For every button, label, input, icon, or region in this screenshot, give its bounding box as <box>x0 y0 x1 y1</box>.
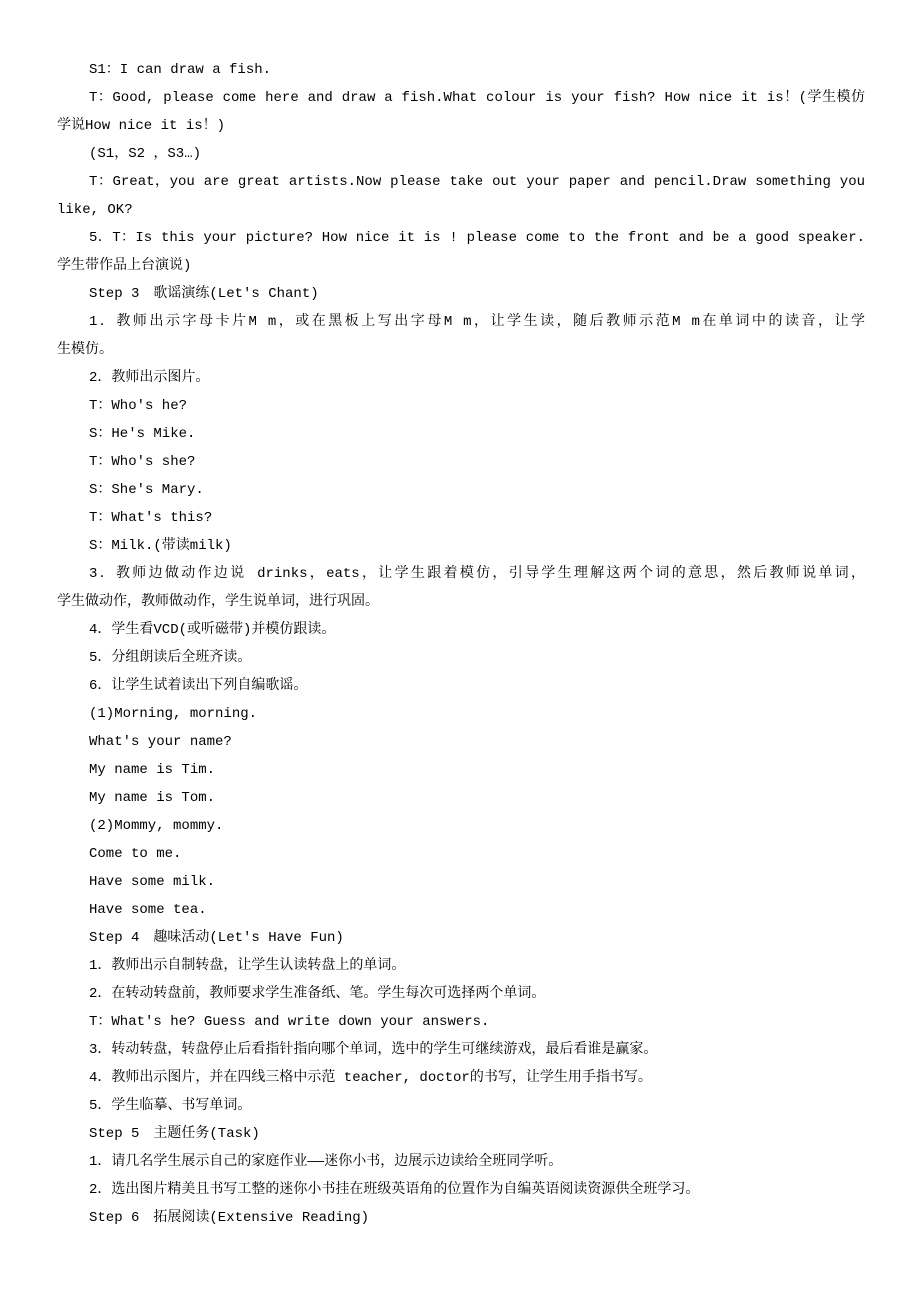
chant-line: (2)Mommy, mommy. <box>89 818 224 834</box>
numbered-item: 6．让学生试着读出下列自编歌谣。 <box>89 678 308 694</box>
numbered-item-continued: 学生做动作，教师做动作，学生说单词，进行巩固。 <box>57 594 379 610</box>
numbered-item: 1．请几名学生展示自己的家庭作业——迷你小书，边展示边读给全班同学听。 <box>89 1154 563 1170</box>
chant-line: My name is Tim. <box>89 762 216 778</box>
chant-line: Have some tea. <box>89 902 207 918</box>
numbered-item-continued: 生模仿。 <box>57 342 113 358</box>
document-page <box>57 56 865 1232</box>
dialogue-line: T：Good, please come here and draw a fish.What colour is your fish? How nice it is！(学生模仿 <box>89 90 865 106</box>
numbered-item: 1．教师出示自制转盘，让学生认读转盘上的单词。 <box>89 958 406 974</box>
numbered-item: 4．教师出示图片，并在四线三格中示范 teacher, doctor的书写，让学生用手指书写。 <box>89 1070 652 1086</box>
numbered-item: 5．T：Is this your picture? How nice it is ! please come to the front and be a good speaker. <box>89 230 865 246</box>
numbered-item: 1．教师出示字母卡片M m，或在黑板上写出字母M m，让学生读，随后教师示范M m在单词中的读音，让学 <box>89 314 865 330</box>
numbered-item: 3．转动转盘，转盘停止后看指针指向哪个单词，选中的学生可继续游戏，最后看谁是赢家。 <box>89 1042 658 1058</box>
chant-line: What's your name? <box>89 734 232 750</box>
step-heading: Step 3 歌谣演练(Let's Chant) <box>89 286 319 302</box>
numbered-item: 3．教师边做动作边说 drinks，eats，让学生跟着模仿，引导学生理解这两个词的意思，然后教师说单词， <box>89 566 865 582</box>
numbered-item: 5．分组朗读后全班齐读。 <box>89 650 252 666</box>
dialogue-line: T：Who's she? <box>89 454 196 470</box>
numbered-item: 2．教师出示图片。 <box>89 370 210 386</box>
numbered-item: 2．选出图片精美且书写工整的迷你小书挂在班级英语角的位置作为自编英语阅读资源供全班学习。 <box>89 1182 700 1198</box>
dialogue-line: T：Who's he? <box>89 398 188 414</box>
dialogue-line: T：What's he? Guess and write down your answers. <box>89 1014 490 1030</box>
chant-line: My name is Tom. <box>89 790 216 806</box>
chant-line: Come to me. <box>89 846 182 862</box>
step-heading: Step 4 趣味活动(Let's Have Fun) <box>89 930 344 946</box>
dialogue-line: S：Milk.(带读milk) <box>89 538 232 554</box>
chant-line: (1)Morning, morning. <box>89 706 258 722</box>
dialogue-line: T：Great，you are great artists.Now please take out your paper and pencil.Draw something you <box>89 174 865 190</box>
dialogue-line: S1：I can draw a fish. <box>89 62 272 78</box>
dialogue-line-continued: 学说How nice it is！) <box>57 118 226 134</box>
step-heading: Step 6 拓展阅读(Extensive Reading) <box>89 1210 370 1226</box>
numbered-item: 2．在转动转盘前，教师要求学生准备纸、笔。学生每次可选择两个单词。 <box>89 986 546 1002</box>
dialogue-line: (S1，S2 ，S3…) <box>89 146 202 162</box>
dialogue-line: S：He's Mike. <box>89 426 196 442</box>
numbered-item: 5．学生临摹、书写单词。 <box>89 1098 252 1114</box>
dialogue-line: S：She's Mary. <box>89 482 204 498</box>
step-heading: Step 5 主题任务(Task) <box>89 1126 260 1142</box>
chant-line: Have some milk. <box>89 874 216 890</box>
dialogue-line-continued: like, OK? <box>57 202 133 218</box>
dialogue-line: T：What's this? <box>89 510 213 526</box>
numbered-item: 4．学生看VCD(或听磁带)并模仿跟读。 <box>89 622 336 638</box>
numbered-item-continued: 学生带作品上台演说) <box>57 258 192 274</box>
